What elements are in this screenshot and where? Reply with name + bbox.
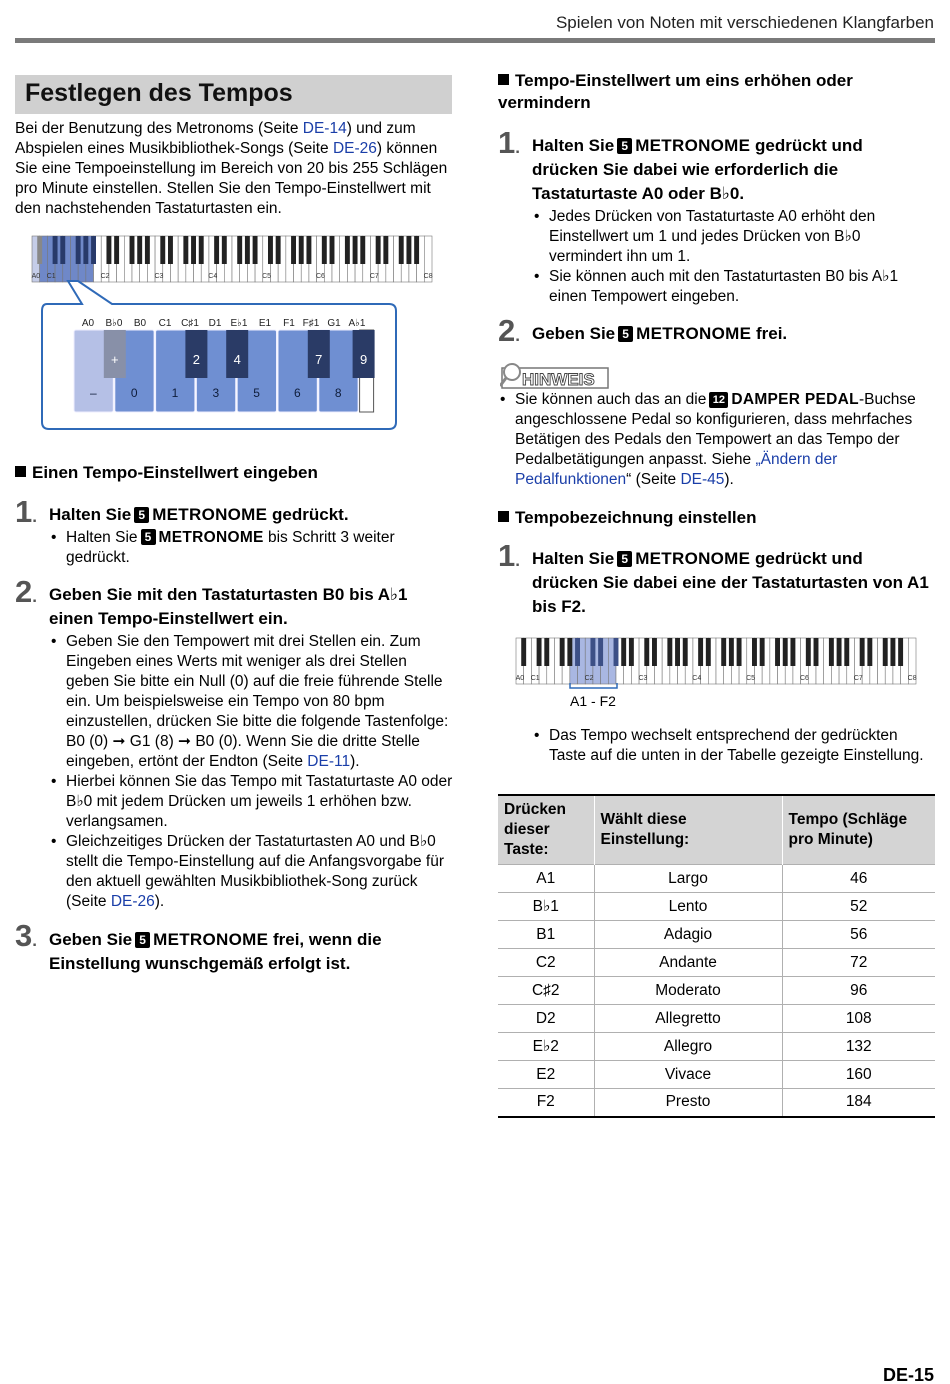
- black-key: [890, 638, 895, 666]
- zoom-white-value: 0: [130, 386, 138, 400]
- black-key: [60, 236, 65, 264]
- intro-paragraph: [15, 119, 455, 219]
- step-2-bullets: [51, 632, 453, 912]
- black-key: [306, 236, 311, 264]
- hinweis-bullets: [500, 390, 934, 490]
- black-key: [775, 638, 780, 666]
- zoom-black-value: 2: [192, 352, 201, 367]
- table-cell: Largo: [594, 865, 782, 893]
- hinweis-label: [500, 362, 612, 390]
- table-row: [498, 1033, 935, 1061]
- section-enter-tempo-title: Einen Tempo-Einstellwert eingeben: [32, 463, 318, 482]
- link-de-26-b[interactable]: DE-26: [110, 893, 155, 910]
- black-key: [652, 638, 657, 666]
- step-1-bullets: [51, 528, 451, 568]
- table-cell: E♭2: [498, 1033, 594, 1061]
- octave-label: C6: [315, 273, 325, 280]
- octave-label: C3: [154, 273, 164, 280]
- table-cell: Allegro: [594, 1033, 782, 1061]
- table-cell: 96: [782, 977, 935, 1005]
- step-number: 2.: [498, 313, 520, 348]
- step-r3-instruction: Halten Sie 5 METRONOME gedrückt und drücken Sie dabei eine der Tastaturtasten von A1 bis F2.: [532, 549, 929, 616]
- list-item: • Sie können auch mit den Tastaturtasten B0 bis A♭1 einen Tempowert eingeben.: [534, 267, 932, 307]
- table-header-cell: Wählt diese Einstellung:: [594, 795, 782, 865]
- intro-text-1: Bei der Benutzung des Metronoms (Seite: [15, 120, 303, 137]
- black-key: [91, 236, 96, 264]
- octave-label: C5: [262, 273, 272, 280]
- square-bullet-icon: [15, 466, 26, 477]
- table-row: [498, 921, 935, 949]
- table-row: [498, 977, 935, 1005]
- button-12-icon: 12: [709, 392, 728, 408]
- black-key: [806, 638, 811, 666]
- table-cell: Presto: [594, 1089, 782, 1117]
- black-key: [644, 638, 649, 666]
- table-cell: 52: [782, 893, 935, 921]
- step-number: 1.: [15, 494, 37, 529]
- black-key: [330, 236, 335, 264]
- link-de-14[interactable]: DE-14: [302, 120, 347, 137]
- step-2-instruction: Geben Sie mit den Tastaturtasten B0 bis A♭1 einen Tempo-Einstellwert ein.: [49, 585, 408, 628]
- black-key: [683, 638, 688, 666]
- black-key: [137, 236, 142, 264]
- black-key: [752, 638, 757, 666]
- list-item: • Jedes Drücken von Tastaturtaste A0 erhöht den Einstellwert um 1 und jedes Drücken von B♭0 vermindert ihn um 1.: [534, 207, 932, 267]
- zoom-note-label: B♭0: [105, 318, 123, 329]
- black-key: [867, 638, 872, 666]
- step-3-instruction: Geben Sie 5 METRONOME frei, wenn die Einstellung wunschgemäß erfolgt ist.: [49, 930, 382, 973]
- running-header: Spielen von Noten mit verschiedenen Klangfarben: [555, 13, 934, 32]
- table-header-cell: Tempo (Schläge pro Minute): [782, 795, 935, 865]
- table-row: [498, 1061, 935, 1089]
- zoom-white-value: 6: [294, 386, 301, 400]
- black-key: [268, 236, 273, 264]
- black-key: [299, 236, 304, 264]
- black-key: [106, 236, 111, 264]
- step-r2-instruction: Geben Sie 5 METRONOME frei.: [532, 324, 788, 343]
- octave-label: A0: [31, 273, 41, 280]
- zoom-black-value: 9: [359, 352, 368, 367]
- table-cell: 184: [782, 1089, 935, 1117]
- table-header-row: [498, 795, 935, 865]
- table-cell: Andante: [594, 949, 782, 977]
- black-key: [291, 236, 296, 264]
- table-cell: 72: [782, 949, 935, 977]
- black-key: [399, 236, 404, 264]
- table-cell: 56: [782, 921, 935, 949]
- black-key: [629, 638, 634, 666]
- button-5-icon: 5: [134, 507, 149, 523]
- black-key: [667, 638, 672, 666]
- table-cell: A1: [498, 865, 594, 893]
- table-cell: C2: [498, 949, 594, 977]
- table-cell: F2: [498, 1089, 594, 1117]
- table-header-cell: Drücken dieser Taste:: [498, 795, 594, 865]
- black-key: [160, 236, 165, 264]
- zoom-note-label: C1: [158, 318, 172, 329]
- black-key: [222, 236, 227, 264]
- black-key: [130, 236, 135, 264]
- table-cell: C♯2: [498, 977, 594, 1005]
- zoom-white-value: 1: [171, 386, 179, 400]
- square-bullet-icon: [498, 74, 509, 85]
- octave-label: C1: [46, 273, 56, 280]
- black-key: [168, 236, 173, 264]
- square-bullet-icon: [498, 511, 509, 522]
- black-key: [698, 638, 703, 666]
- table-cell: D2: [498, 1005, 594, 1033]
- octave-label: C5: [746, 675, 756, 682]
- black-key: [737, 638, 742, 666]
- zoom-note-label: F♯1: [302, 318, 320, 329]
- black-key: [191, 236, 196, 264]
- octave-label: C4: [692, 675, 702, 682]
- step-number: 3.: [15, 918, 37, 953]
- link-de-26[interactable]: DE-26: [332, 140, 377, 157]
- zoom-note-label: F1: [283, 318, 295, 329]
- black-key: [721, 638, 726, 666]
- black-key: [544, 638, 549, 666]
- black-key: [83, 236, 88, 264]
- black-key: [621, 638, 626, 666]
- black-key: [237, 236, 242, 264]
- table-cell: Vivace: [594, 1061, 782, 1089]
- zoom-black-value: 7: [315, 352, 323, 367]
- black-key: [729, 638, 734, 666]
- intro-text-3: ) können Sie eine Tempoeinstellung im Bereich von 20 bis 255 Schlägen pro Minute einstellen. Stellen Sie den Tempo-Einstellwert mit den nachstehenden Tastaturtasten ein.: [15, 140, 448, 217]
- black-key: [675, 638, 680, 666]
- black-key: [76, 236, 81, 264]
- table-row: [498, 1005, 935, 1033]
- link-de-11[interactable]: DE-11: [307, 753, 351, 770]
- black-key: [414, 236, 419, 264]
- black-key: [245, 236, 250, 264]
- table-row: [498, 1089, 935, 1117]
- black-key: [783, 638, 788, 666]
- black-key: [53, 236, 58, 264]
- zoom-note-label: D1: [208, 318, 222, 329]
- table-cell: B♭1: [498, 893, 594, 921]
- table-cell: Moderato: [594, 977, 782, 1005]
- button-5-icon: 5: [617, 551, 632, 567]
- section-tempo-name: [498, 507, 928, 529]
- button-5-icon: 5: [617, 138, 632, 154]
- keyboard-diagram-2: [514, 636, 924, 714]
- octave-label: C7: [369, 273, 379, 280]
- black-key: [829, 638, 834, 666]
- magnifier-icon: [504, 364, 520, 380]
- step-r1-bullets: [534, 207, 932, 307]
- zoom-black-value: +: [111, 352, 119, 367]
- octave-label: C6: [799, 675, 809, 682]
- table-cell: E2: [498, 1061, 594, 1089]
- octave-label: C4: [208, 273, 218, 280]
- table-cell: 108: [782, 1005, 935, 1033]
- black-key: [276, 236, 281, 264]
- intro-text-2: ) und zum Abspielen eines Musikbibliothek-Songs (Seite: [15, 120, 416, 157]
- list-item: • Das Tempo wechselt entsprechend der gedrückten Taste auf die unten in der Tabelle gezeigte Einstellung.: [534, 726, 932, 766]
- section-heading-box: [15, 75, 452, 114]
- keyboard-diagram: [30, 234, 440, 434]
- black-key: [383, 236, 388, 264]
- zoom-note-label: C♯1: [181, 318, 199, 329]
- zoom-note-label: E♭1: [230, 318, 248, 329]
- black-key: [214, 236, 219, 264]
- black-key: [837, 638, 842, 666]
- step-1-instruction: Halten Sie 5 METRONOME gedrückt.: [49, 505, 349, 524]
- section-increment-title: Tempo-Einstellwert um eins erhöhen oder vermindern: [498, 71, 853, 112]
- black-key: [860, 638, 865, 666]
- black-key: [37, 236, 42, 264]
- table-body: [498, 865, 935, 1117]
- black-key: [322, 236, 327, 264]
- octave-label: C2: [584, 675, 594, 682]
- table-cell: 160: [782, 1061, 935, 1089]
- button-5-icon: 5: [141, 529, 156, 545]
- zoom-white-value: 8: [334, 386, 342, 400]
- list-item: • Gleichzeitiges Drücken der Tastaturtasten A0 und B♭0 stellt die Tempo-Einstellung auf die Anfangsvorgabe für den aktuell gewählten Musikbibliothek-Song zurück (Seite DE-26).: [51, 832, 453, 912]
- black-key: [537, 638, 542, 666]
- list-item: • Halten Sie 5 METRONOME bis Schritt 3 weiter gedrückt.: [51, 528, 451, 568]
- table-cell: Lento: [594, 893, 782, 921]
- black-key: [521, 638, 526, 666]
- black-key: [145, 236, 150, 264]
- zoom-note-label: E1: [258, 318, 272, 329]
- black-key: [183, 236, 188, 264]
- black-key: [345, 236, 350, 264]
- button-5-icon: 5: [618, 326, 633, 342]
- zoom-note-label: B0: [133, 318, 147, 329]
- button-5-icon: 5: [135, 932, 150, 948]
- octave-label: C8: [423, 273, 433, 280]
- black-key: [614, 638, 619, 666]
- zoom-white-value: –: [90, 386, 97, 400]
- table-cell: Adagio: [594, 921, 782, 949]
- black-key: [760, 638, 765, 666]
- step-number: 1.: [498, 538, 520, 573]
- hinweis-text: HINWEIS: [522, 370, 595, 389]
- zoom-black-value: 4: [233, 352, 241, 367]
- black-key: [590, 638, 595, 666]
- step-number: 2.: [15, 574, 37, 609]
- octave-label: A0: [515, 675, 525, 682]
- table-cell: 46: [782, 865, 935, 893]
- zoom-note-label: G1: [327, 318, 341, 329]
- black-key: [353, 236, 358, 264]
- zoom-keys: [74, 318, 375, 412]
- black-key: [360, 236, 365, 264]
- list-item: • Geben Sie den Tempowert mit drei Stellen ein. Zum Eingeben eines Werts mit weniger als drei Stellen geben Sie bitte ein Null (0) auf die freie führende Stelle ein. Um beispielsweise ein Tempo von 80 bpm einzustellen, drücken Sie bitte die folgende Tastenfolge: B0 (0) ➞ G1 (8) ➞ B0 (0). Wenn Sie die dritte Stelle eingeben, ertönt der Endton (Seite DE-11).: [51, 632, 453, 772]
- octave-label: C3: [638, 675, 648, 682]
- header-rule: [15, 38, 935, 43]
- octave-label: C2: [100, 273, 110, 280]
- black-key: [560, 638, 565, 666]
- zoom-white-value: 5: [253, 386, 260, 400]
- black-key: [114, 236, 119, 264]
- table-row: [498, 865, 935, 893]
- black-key: [406, 236, 411, 264]
- octave-label: C8: [907, 675, 917, 682]
- page-heading: Festlegen des Tempos: [25, 79, 293, 107]
- black-key: [199, 236, 204, 264]
- page-number: DE-15: [882, 1365, 934, 1384]
- black-key: [883, 638, 888, 666]
- step-r1-instruction: Halten Sie 5 METRONOME gedrückt und drücken Sie dabei wie erforderlich die Tastaturtaste A0 oder B♭0.: [532, 136, 863, 203]
- table-row: [498, 949, 935, 977]
- black-key: [814, 638, 819, 666]
- black-key: [567, 638, 572, 666]
- section-tempo-name-title: Tempobezeichnung einstellen: [515, 508, 757, 527]
- black-key: [790, 638, 795, 666]
- section-enter-tempo: [15, 462, 318, 484]
- table-row: [498, 893, 935, 921]
- list-item: • Sie können auch das an die 12 DAMPER PEDAL-Buchse angeschlossene Pedal so konfigurieren, dass mehrfaches Betätigen des Pedals den Tempowert an das Tempo der Pedalbetätigungen anpasst. Siehe „Ändern der Pedalfunktionen“ (Seite DE-45).: [500, 390, 934, 490]
- link-de-45[interactable]: DE-45: [680, 471, 725, 488]
- octave-label: C7: [853, 675, 863, 682]
- zoom-note-label: A♭1: [348, 318, 366, 329]
- black-key: [575, 638, 580, 666]
- table-cell: B1: [498, 921, 594, 949]
- link-pedal-functions[interactable]: „Ändern der Pedalfunktionen: [515, 451, 838, 488]
- zoom-note-label: A0: [81, 318, 95, 329]
- black-key: [253, 236, 258, 264]
- black-key: [844, 638, 849, 666]
- tempo-table: [498, 794, 935, 1118]
- black-key: [706, 638, 711, 666]
- step-number: 1.: [498, 125, 520, 160]
- black-key: [898, 638, 903, 666]
- step-r3-bullets: [534, 726, 932, 766]
- octave-label: C1: [530, 675, 540, 682]
- zoom-white-value: 3: [212, 386, 220, 400]
- table-cell: Allegretto: [594, 1005, 782, 1033]
- black-key: [376, 236, 381, 264]
- black-key: [598, 638, 603, 666]
- table-cell: 132: [782, 1033, 935, 1061]
- list-item: • Hierbei können Sie das Tempo mit Tastaturtaste A0 oder B♭0 mit jedem Drücken um jeweils 1 erhöhen bzw. verlangsamen.: [51, 772, 453, 832]
- section-increment: [498, 70, 928, 114]
- range-label: A1 - F2: [570, 693, 616, 709]
